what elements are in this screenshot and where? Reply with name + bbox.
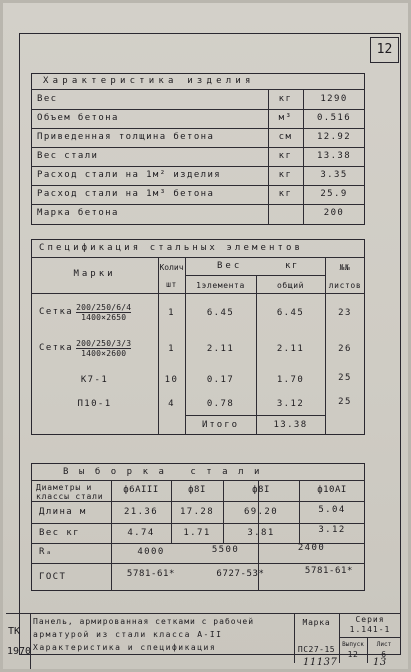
char-row-concrete-grade-name: Марка бетона: [37, 208, 119, 218]
spec-row-2-qty: 1: [168, 344, 175, 354]
char-row-steel-per-m3-unit: кг: [278, 189, 293, 199]
char-row-thickness-unit: см: [278, 132, 293, 142]
selection-length-1: 21.36: [123, 507, 159, 517]
title-block-sheet-value: 6: [381, 650, 387, 659]
char-row-steel-name: Вес стали: [37, 151, 99, 161]
title-block-description-2: арматурой из стали класса А-II: [33, 630, 223, 639]
spec-row-1-fraction: [76, 303, 131, 322]
title-block-mark-label: Марка: [302, 618, 331, 627]
spec-row-1-fraction-num: 200/250/6/4: [76, 303, 132, 312]
selection-col-1: ф6AIII: [123, 485, 159, 495]
spec-row-4-per: 0.78: [206, 399, 235, 409]
selection-weight-1: 4.74: [127, 528, 155, 538]
title-block-description-3: Характеристика и спецификация: [33, 643, 217, 652]
title-block-mark-value: ПС27-15: [297, 645, 336, 654]
spec-row-3-total: 1.70: [276, 375, 305, 385]
spec-row-1-per: 6.45: [206, 308, 235, 318]
spec-row-2-total: 2.11: [276, 344, 305, 354]
spec-row-4-total: 3.12: [276, 399, 305, 409]
spec-header-total: общий: [276, 281, 305, 290]
drawing-sheet: [3, 3, 408, 669]
title-block-series-value: 1.141-1: [349, 625, 391, 634]
spec-row-2-sheet: 26: [338, 344, 352, 354]
spec-row-3-per: 0.17: [206, 375, 235, 385]
spec-row-1-fraction-den: 1400×2650: [81, 313, 127, 322]
characteristics-title: Характеристика изделия: [43, 76, 255, 86]
char-row-steel-per-m2-value: 3.35: [320, 170, 348, 180]
spec-row-2-mark: [39, 339, 131, 358]
title-block-series-label: Серия: [355, 615, 385, 624]
spec-header-qty: Колич: [159, 263, 184, 272]
spec-row-2-per: 2.11: [206, 344, 235, 354]
spec-header-marks: Марки: [73, 269, 116, 279]
spec-row-4-mark: П10-1: [77, 399, 112, 409]
char-row-steel-per-m2-name: Расход стали на 1м² изделия: [37, 170, 222, 180]
spec-header-sheets: листов: [328, 281, 362, 290]
spec-row-4-sheet: 25: [338, 397, 352, 407]
selection-title: Выборка стали: [63, 467, 270, 477]
page-number: 12: [370, 37, 399, 63]
selection-length-3: 69.20: [243, 507, 279, 517]
selection-weight-3: 3.81: [247, 528, 275, 538]
archive-number: 11137: [303, 657, 338, 668]
spec-row-3-qty: 10: [164, 375, 179, 385]
specification-title: Спецификация стальных элементов: [39, 243, 304, 253]
spec-header-sheet-no: №№: [339, 263, 351, 272]
spec-header-weight-unit: кг: [285, 261, 299, 271]
spec-row-1-sheet: 23: [338, 308, 352, 318]
selection-ra-3: 2400: [297, 543, 326, 553]
char-row-volume-value: 0.516: [316, 113, 352, 123]
footer-page-number: 13: [373, 657, 387, 668]
char-row-weight-unit: кг: [278, 94, 293, 104]
spec-row-3-sheet: 25: [338, 373, 352, 383]
spec-row-1-mark-name: Сетка: [39, 307, 74, 317]
char-row-weight-name: Вес: [37, 94, 58, 104]
spec-header-qty-unit: шт: [166, 280, 177, 289]
selection-weight-4: 3.12: [318, 525, 346, 535]
selection-weight-2: 1.71: [183, 528, 211, 538]
spec-row-1-qty: 1: [168, 308, 175, 318]
spec-header-per-element: 1элемента: [196, 281, 245, 290]
selection-col-2: ф8I: [188, 485, 206, 495]
char-row-concrete-grade-value: 200: [323, 208, 345, 218]
title-block-description-1: Панель, армированная сетками с рабочей: [33, 617, 255, 626]
title-block-tk: ТК: [8, 626, 21, 637]
spec-total-label: Итого: [201, 420, 240, 430]
char-row-volume-name: Объем бетона: [37, 113, 119, 123]
selection-col-3: ф8I: [252, 485, 270, 495]
spec-row-3-mark: К7-1: [80, 375, 109, 385]
char-row-steel-unit: кг: [278, 151, 293, 161]
selection-gost-1: 5781-61*: [126, 569, 176, 579]
spec-row-1-total: 6.45: [276, 308, 305, 318]
selection-length-4: 5.04: [318, 505, 346, 515]
spec-row-2-fraction: [76, 339, 131, 358]
spec-total-value: 13.38: [273, 420, 308, 430]
char-row-weight-value: 1290: [320, 94, 348, 104]
selection-ra-1: 4000: [137, 547, 165, 557]
char-row-steel-per-m3-name: Расход стали на 1м³ бетона: [37, 189, 215, 199]
selection-length-label: Длина м: [39, 507, 87, 517]
selection-gost-3: 5781-61*: [304, 566, 354, 576]
selection-gost-label: ГОСТ: [39, 572, 67, 582]
selection-ra-2: 5500: [211, 545, 240, 555]
spec-row-2-fraction-den: 1400×2600: [81, 349, 127, 358]
selection-ra-label: Rₐ: [39, 547, 53, 557]
title-block-issue-label: Выпуск: [342, 641, 364, 648]
title-block-issue-value: 12: [347, 650, 359, 659]
selection-diam-label-2: классы стали: [36, 492, 104, 501]
char-row-thickness-value: 12.92: [316, 132, 352, 142]
selection-diam-label-1: Диаметры и: [36, 483, 93, 492]
selection-length-2: 17.28: [179, 507, 215, 517]
char-row-steel-per-m2-unit: кг: [278, 170, 293, 180]
title-block-year: 1970: [7, 646, 32, 657]
spec-row-4-qty: 4: [168, 399, 175, 409]
spec-row-2-mark-name: Сетка: [39, 343, 74, 353]
spec-row-2-fraction-num: 200/250/3/3: [76, 339, 132, 348]
char-row-steel-per-m3-value: 25.9: [320, 189, 348, 199]
char-row-steel-value: 13.38: [316, 151, 352, 161]
selection-weight-label: Вес кг: [39, 528, 80, 538]
spec-header-weight: Вес: [217, 261, 243, 271]
selection-gost-2: 6727-53*: [216, 569, 265, 579]
title-block-sheet-label: Лист: [376, 641, 392, 648]
char-row-volume-unit: м³: [278, 113, 293, 123]
char-row-thickness-name: Приведенная толщина бетона: [37, 132, 215, 142]
selection-col-4: ф10AI: [317, 485, 347, 495]
spec-row-1-mark: [39, 303, 131, 322]
